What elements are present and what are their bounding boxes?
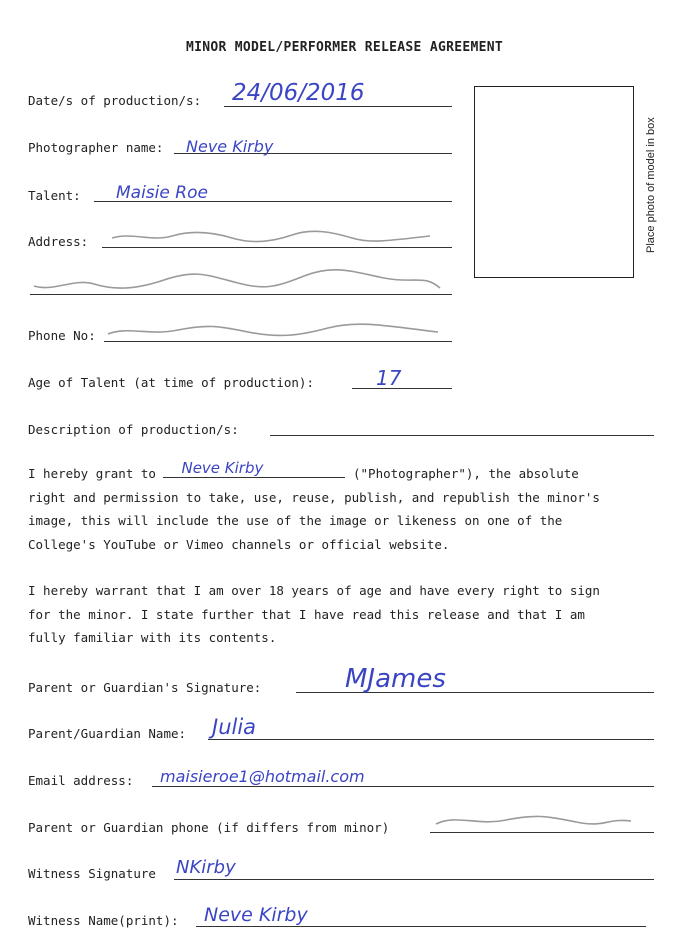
date-line bbox=[224, 106, 452, 107]
address-line-1 bbox=[102, 247, 452, 248]
talent-label: Talent: bbox=[28, 188, 81, 203]
description-line bbox=[270, 435, 654, 436]
photo-placeholder-box bbox=[474, 86, 634, 278]
warrant-line-1: I hereby warrant that I am over 18 years of age and have every right to sign bbox=[28, 583, 600, 598]
warrant-line-3: fully familiar with its contents. bbox=[28, 630, 277, 645]
guardian-name-line bbox=[208, 739, 654, 740]
warrant-paragraph bbox=[28, 579, 600, 650]
witness-name-label: Witness Name(print): bbox=[28, 913, 179, 928]
redacted-scribble bbox=[108, 322, 448, 338]
grant-line1-suffix: ("Photographer"), the absolute bbox=[353, 466, 579, 481]
grant-line-4: College's YouTube or Vimeo channels or official website. bbox=[28, 536, 450, 552]
age-line bbox=[352, 388, 452, 389]
witness-signature-value: NKirby bbox=[176, 857, 236, 878]
description-label: Description of production/s: bbox=[28, 422, 239, 437]
guardian-signature-value: MJames bbox=[345, 664, 446, 694]
warrant-line-2: for the minor. I state further that I have read this release and that I am bbox=[28, 606, 585, 622]
address-line-2 bbox=[30, 294, 452, 295]
redacted-scribble bbox=[112, 230, 442, 244]
grant-line-3: image, this will include the use of the image or likeness on one of the bbox=[28, 513, 563, 528]
grant-prefix: I hereby grant to bbox=[28, 466, 156, 481]
phone-line bbox=[104, 341, 452, 342]
redacted-scribble bbox=[436, 812, 636, 828]
photo-box-note: Place photo of model in box bbox=[645, 117, 657, 253]
address-label: Address: bbox=[28, 234, 89, 249]
guardian-name-label: Parent/Guardian Name: bbox=[28, 726, 187, 741]
date-value: 24/06/2016 bbox=[232, 80, 365, 106]
grant-line-2: right and permission to take, use, reuse, publish, and republish the minor's bbox=[28, 489, 600, 505]
grant-paragraph bbox=[28, 459, 600, 556]
age-value: 17 bbox=[376, 366, 402, 390]
grantee-value: Neve Kirby bbox=[181, 459, 264, 477]
email-line bbox=[152, 786, 654, 787]
talent-value: Maisie Roe bbox=[116, 183, 208, 203]
phone-label: Phone No: bbox=[28, 328, 96, 343]
email-label: Email address: bbox=[28, 773, 134, 788]
guardian-phone-line bbox=[430, 832, 654, 833]
guardian-name-value: Julia bbox=[212, 715, 257, 739]
witness-name-value: Neve Kirby bbox=[204, 904, 308, 926]
date-label: Date/s of production/s: bbox=[28, 93, 202, 108]
witness-signature-line bbox=[174, 879, 654, 880]
photographer-value: Neve Kirby bbox=[186, 137, 274, 156]
guardian-phone-label: Parent or Guardian phone (if differs from minor) bbox=[28, 820, 390, 835]
document-title: MINOR MODEL/PERFORMER RELEASE AGREEMENT bbox=[186, 40, 503, 55]
photographer-label: Photographer name: bbox=[28, 140, 164, 155]
age-label: Age of Talent (at time of production): bbox=[28, 375, 314, 390]
witness-signature-label: Witness Signature bbox=[28, 866, 156, 881]
guardian-signature-label: Parent or Guardian's Signature: bbox=[28, 680, 262, 695]
redacted-scribble bbox=[34, 268, 446, 292]
email-value: maisieroe1@hotmail.com bbox=[160, 767, 365, 786]
grantee-blank bbox=[163, 459, 345, 478]
witness-name-line bbox=[196, 926, 646, 927]
